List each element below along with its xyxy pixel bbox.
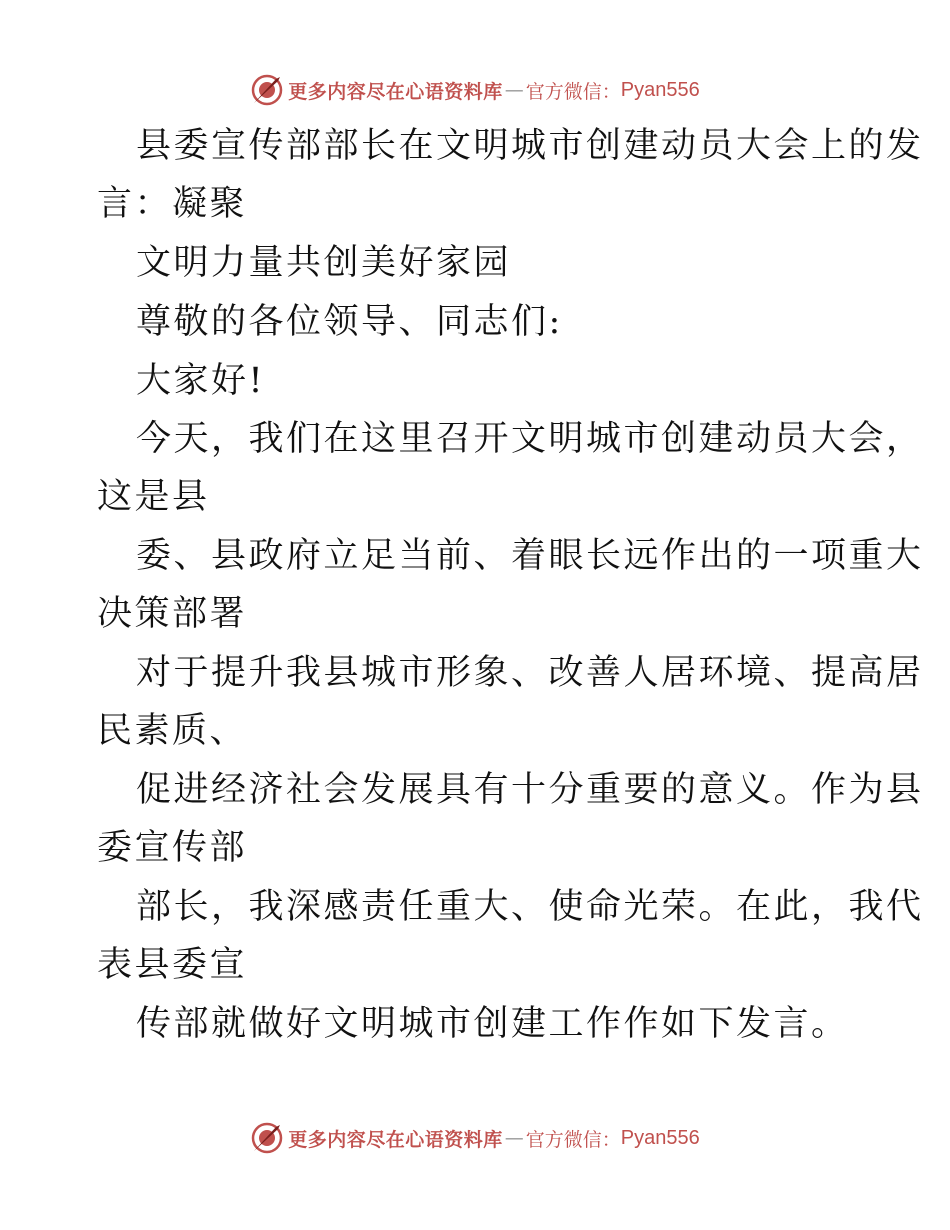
watermark-dash: — (504, 1127, 524, 1149)
watermark-site-text: 更多内容尽在心语资料库 (288, 1128, 503, 1151)
quill-logo-icon (250, 73, 284, 107)
document-line: 委、县政府立足当前、着眼长远作出的一项重大 (136, 536, 924, 576)
quill-logo-icon (250, 1121, 284, 1155)
document-line: 决策部署 (97, 594, 248, 634)
document-line: 今天，我们在这里召开文明城市创建动员大会， (136, 419, 924, 459)
document-line: 传部就做好文明城市创建工作作如下发言。 (136, 1004, 849, 1044)
document-line: 大家好! (136, 361, 266, 401)
watermark-wechat-label: 官方微信： (525, 80, 621, 103)
watermark-wechat-id: Pyan556 (620, 78, 700, 101)
watermark-wechat-id: Pyan556 (620, 1126, 700, 1149)
document-line: 委宣传部 (97, 828, 248, 868)
document-line: 县委宣传部部长在文明城市创建动员大会上的发 (136, 126, 924, 166)
document-line: 文明力量共创美好家园 (136, 243, 512, 283)
document-line: 促进经济社会发展具有十分重要的意义。作为县 (136, 770, 924, 810)
document-line: 民素质、 (97, 711, 248, 751)
document-line: 表县委宣 (97, 945, 248, 985)
watermark-site-text: 更多内容尽在心语资料库 (288, 80, 503, 103)
watermark-wechat-label: 官方微信： (525, 1128, 621, 1151)
document-line: 部长，我深感责任重大、使命光荣。在此，我代 (136, 887, 924, 927)
document-line: 对于提升我县城市形象、改善人居环境、提高居 (136, 653, 924, 693)
watermark-banner-bottom (0, 1118, 950, 1158)
document-line: 言：凝聚 (97, 184, 248, 224)
watermark-banner-top (0, 70, 950, 110)
document-line: 这是县 (97, 477, 210, 517)
watermark-dash: — (504, 79, 524, 101)
document-line: 尊敬的各位领导、同志们: (136, 302, 563, 342)
